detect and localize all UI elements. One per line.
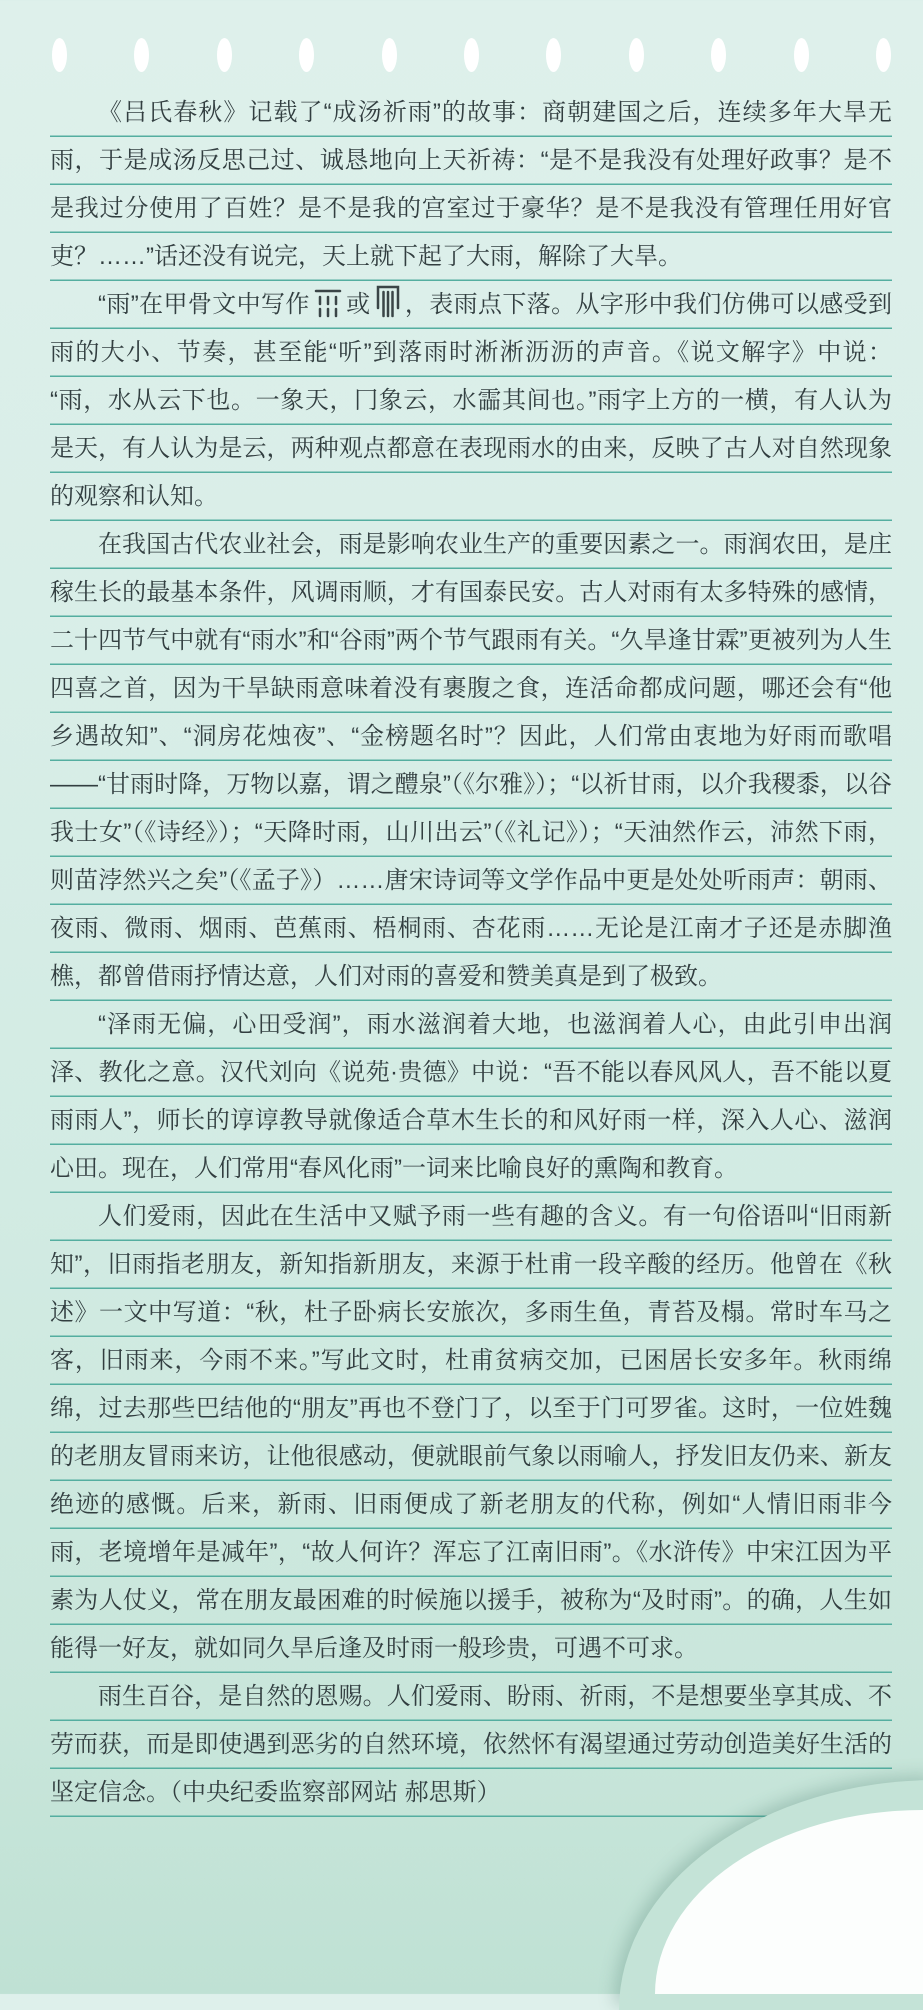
paragraph-2 (50, 281, 892, 521)
binding-hole (382, 38, 397, 72)
paragraph-5: 人们爱雨，因此在生活中又赋予雨一些有趣的含义。有一句俗语叫“旧雨新知”，旧雨指老朋友，新知指新朋友，来源于杜甫一段辛酸的经历。他曾在《秋述》一文中写道：“秋，杜子卧病长安旅次，多雨生鱼，青苔及榻。常时车马之客，旧雨来，今雨不来。”写此文时，杜甫贫病交加，已困居长安多年。秋雨绵绵，过去那些巴结他的“朋友”再也不登门了，以至于门可罗雀。这时，一位姓魏的老朋友冒雨来访，让他很感动，便就眼前气象以雨喻人，抒发旧友仍来、新友绝迹的感慨。后来，新雨、旧雨便成了新老朋友的代称，例如“人情旧雨非今雨，老境增年是减年”，“故人何许？浑忘了江南旧雨”。《水浒传》中宋江因为平素为人仗义，常在朋友最困难的时候施以援手，被称为“及时雨”。的确，人生如能得一好友，就如同久旱后逢及时雨一般珍贵，可遇不可求。 (50, 1203, 892, 1662)
oracle-script-rain-glyph-b-icon (375, 284, 401, 318)
binding-hole (217, 38, 232, 72)
paragraph-3: 在我国古代农业社会，雨是影响农业生产的重要因素之一。雨润农田，是庄稼生长的最基本条件，风调雨顺，才有国泰民安。古人对雨有太多特殊的感情，二十四节气中就有“雨水”和“谷雨”两个节气跟雨有关。“久旱逢甘霖”更被列为人生四喜之首，因为干旱缺雨意味着没有裹腹之食，连活命都成问题，哪还会有“他乡遇故知”、“洞房花烛夜”、“金榜题名时”？因此，人们常由衷地为好雨而歌唱——“甘雨时降，万物以嘉，谓之醴泉”（《尔雅》）；“以祈甘雨，以介我稷黍，以谷我士女”（《诗经》）；“天降时雨，山川出云”（《礼记》）；“天油然作云，沛然下雨，则苗浡然兴之矣”（《孟子》）……唐宋诗词等文学作品中更是处处听雨声：朝雨、夜雨、微雨、烟雨、芭蕉雨、梧桐雨、杏花雨……无论是江南才子还是赤脚渔樵，都曾借雨抒情达意，人们对雨的喜爱和赞美真是到了极致。 (50, 531, 892, 990)
article-text (50, 89, 892, 1817)
binding-hole (546, 38, 561, 72)
binding-hole (711, 38, 726, 72)
binding-holes (52, 38, 891, 72)
paragraph-1: 《吕氏春秋》记载了“成汤祈雨”的故事：商朝建国之后，连续多年大旱无雨，于是成汤反思己过、诚恳地向上天祈祷：“是不是我没有处理好政事？是不是我过分使用了百姓？是不是我的宫室过于豪华？是不是我没有管理任用好官吏？……”话还没有说完，天上就下起了大雨，解除了大旱。 (50, 99, 892, 270)
binding-hole (794, 38, 809, 72)
paragraph-6: 雨生百谷，是自然的恩赐。人们爱雨、盼雨、祈雨，不是想要坐享其成、不劳而获，而是即使遇到恶劣的自然环境，依然怀有渴望通过劳动创造美好生活的坚定信念。（中央纪委监察部网站 郝思斯） (50, 1683, 892, 1806)
paragraph-4: “泽雨无偏，心田受润”，雨水滋润着大地，也滋润着人心，由此引申出润泽、教化之意。汉代刘向《说苑·贵德》中说：“吾不能以春风风人，吾不能以夏雨雨人”，师长的谆谆教导就像适合草木生长的和风好雨一样，深入人心、滋润心田。现在，人们常用“春风化雨”一词来比喻良好的熏陶和教育。 (50, 1011, 892, 1182)
binding-hole (299, 38, 314, 72)
binding-hole (876, 38, 891, 72)
binding-hole (464, 38, 479, 72)
binding-hole (629, 38, 644, 72)
paragraph-2-text-pre: “雨”在甲骨文中写作 (98, 291, 310, 318)
oracle-script-rain-glyph-a-icon (314, 286, 342, 318)
binding-hole (134, 38, 149, 72)
binding-hole (52, 38, 67, 72)
paragraph-2-text-post: ，表雨点下落。从字形中我们仿佛可以感受到雨的大小、节奏，甚至能“听”到落雨时淅淅沥沥的声音。《说文解字》中说：“雨，水从云下也。一象天，冂象云，水霝其间也。”雨字上方的一横，有人认为是天，有人认为是云，两种观点都意在表现雨水的由来，反映了古人对自然现象的观察和认知。 (50, 291, 893, 510)
paragraph-2-text-mid: 或 (345, 291, 371, 318)
page-curl-face (655, 1810, 923, 1994)
page-curl (603, 1762, 923, 1994)
